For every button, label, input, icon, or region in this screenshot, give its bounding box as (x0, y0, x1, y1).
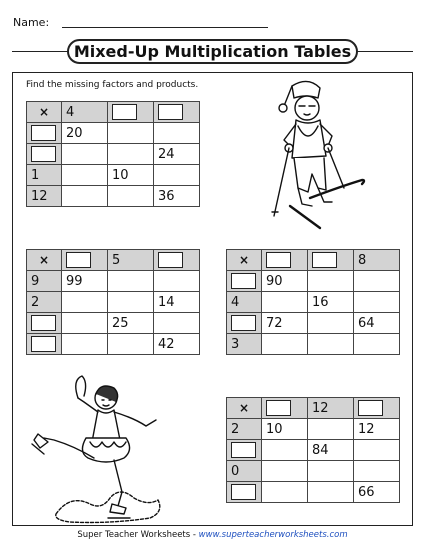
footer-site-link[interactable]: www.superteacherworksheets.com (198, 530, 348, 540)
name-label: Name: (13, 16, 50, 29)
instructions: Find the missing factors and products. (26, 80, 199, 90)
product-cell-blank[interactable] (262, 461, 308, 482)
missing-factor-box[interactable] (112, 104, 137, 120)
product-cell: 64 (354, 313, 400, 334)
col-factor-blank[interactable] (108, 102, 154, 123)
product-cell-blank[interactable] (108, 144, 154, 165)
row-factor: 12 (27, 186, 62, 207)
product-cell: 84 (308, 440, 354, 461)
product-cell-blank[interactable] (108, 292, 154, 313)
product-cell-blank[interactable] (154, 271, 200, 292)
product-cell-blank[interactable] (62, 165, 108, 186)
row-factor-blank[interactable] (227, 313, 262, 334)
col-factor: 12 (308, 398, 354, 419)
multiplication-table-2 (26, 249, 200, 355)
product-cell-blank[interactable] (262, 292, 308, 313)
product-cell-blank[interactable] (262, 334, 308, 355)
product-cell-blank[interactable] (308, 461, 354, 482)
product-cell: 12 (354, 419, 400, 440)
product-cell: 72 (262, 313, 308, 334)
col-factor-blank[interactable] (154, 102, 200, 123)
missing-factor-box[interactable] (231, 315, 256, 331)
product-cell: 99 (62, 271, 108, 292)
product-cell-blank[interactable] (108, 271, 154, 292)
missing-factor-box[interactable] (158, 104, 183, 120)
product-cell-blank[interactable] (354, 461, 400, 482)
product-cell: 36 (154, 186, 200, 207)
product-cell-blank[interactable] (354, 292, 400, 313)
skier-illustration (262, 76, 368, 236)
col-factor: 4 (62, 102, 108, 123)
product-cell-blank[interactable] (62, 144, 108, 165)
row-factor-blank[interactable] (27, 313, 62, 334)
product-cell-blank[interactable] (154, 313, 200, 334)
product-cell-blank[interactable] (308, 482, 354, 503)
footer-brand: Super Teacher Worksheets - (77, 530, 199, 540)
missing-factor-box[interactable] (158, 252, 183, 268)
col-factor-blank[interactable] (262, 250, 308, 271)
product-cell: 25 (108, 313, 154, 334)
product-cell: 16 (308, 292, 354, 313)
product-cell-blank[interactable] (308, 334, 354, 355)
product-cell: 14 (154, 292, 200, 313)
product-cell: 24 (154, 144, 200, 165)
row-factor: 1 (27, 165, 62, 186)
product-cell-blank[interactable] (308, 271, 354, 292)
product-cell-blank[interactable] (154, 165, 200, 186)
row-factor: 2 (27, 292, 62, 313)
col-factor-blank[interactable] (262, 398, 308, 419)
col-factor: 5 (108, 250, 154, 271)
missing-factor-box[interactable] (66, 252, 91, 268)
row-factor-blank[interactable] (27, 334, 62, 355)
multiplication-table-1 (26, 101, 200, 207)
times-symbol: × (27, 102, 62, 123)
product-cell-blank[interactable] (354, 271, 400, 292)
product-cell-blank[interactable] (308, 419, 354, 440)
product-cell-blank[interactable] (108, 334, 154, 355)
col-factor: 8 (354, 250, 400, 271)
product-cell-blank[interactable] (62, 313, 108, 334)
times-symbol: × (227, 250, 262, 271)
name-field[interactable] (62, 27, 268, 28)
row-factor-blank[interactable] (227, 440, 262, 461)
missing-factor-box[interactable] (266, 252, 291, 268)
ice-skater-illustration (30, 374, 170, 524)
missing-factor-box[interactable] (358, 400, 383, 416)
missing-factor-box[interactable] (31, 336, 56, 352)
product-cell-blank[interactable] (262, 440, 308, 461)
missing-factor-box[interactable] (231, 442, 256, 458)
row-factor: 9 (27, 271, 62, 292)
missing-factor-box[interactable] (31, 125, 56, 141)
product-cell-blank[interactable] (262, 482, 308, 503)
missing-factor-box[interactable] (231, 273, 256, 289)
missing-factor-box[interactable] (31, 315, 56, 331)
product-cell-blank[interactable] (62, 186, 108, 207)
row-factor: 2 (227, 419, 262, 440)
product-cell-blank[interactable] (308, 313, 354, 334)
product-cell-blank[interactable] (62, 292, 108, 313)
footer (0, 530, 425, 540)
missing-factor-box[interactable] (312, 252, 337, 268)
row-factor: 4 (227, 292, 262, 313)
col-factor-blank[interactable] (308, 250, 354, 271)
row-factor-blank[interactable] (227, 482, 262, 503)
product-cell: 10 (108, 165, 154, 186)
col-factor-blank[interactable] (154, 250, 200, 271)
row-factor-blank[interactable] (27, 144, 62, 165)
worksheet-title: Mixed-Up Multiplication Tables (67, 39, 358, 64)
row-factor-blank[interactable] (227, 271, 262, 292)
product-cell: 10 (262, 419, 308, 440)
multiplication-table-4 (226, 397, 400, 503)
product-cell: 90 (262, 271, 308, 292)
multiplication-table-3 (226, 249, 400, 355)
col-factor-blank[interactable] (62, 250, 108, 271)
product-cell-blank[interactable] (354, 334, 400, 355)
row-factor-blank[interactable] (27, 123, 62, 144)
product-cell-blank[interactable] (108, 186, 154, 207)
row-factor: 0 (227, 461, 262, 482)
missing-factor-box[interactable] (266, 400, 291, 416)
missing-factor-box[interactable] (231, 484, 256, 500)
times-symbol: × (227, 398, 262, 419)
col-factor-blank[interactable] (354, 398, 400, 419)
missing-factor-box[interactable] (31, 146, 56, 162)
product-cell-blank[interactable] (154, 123, 200, 144)
row-factor: 3 (227, 334, 262, 355)
product-cell: 66 (354, 482, 400, 503)
product-cell: 42 (154, 334, 200, 355)
product-cell-blank[interactable] (62, 334, 108, 355)
times-symbol: × (27, 250, 62, 271)
product-cell: 20 (62, 123, 108, 144)
product-cell-blank[interactable] (354, 440, 400, 461)
product-cell-blank[interactable] (108, 123, 154, 144)
